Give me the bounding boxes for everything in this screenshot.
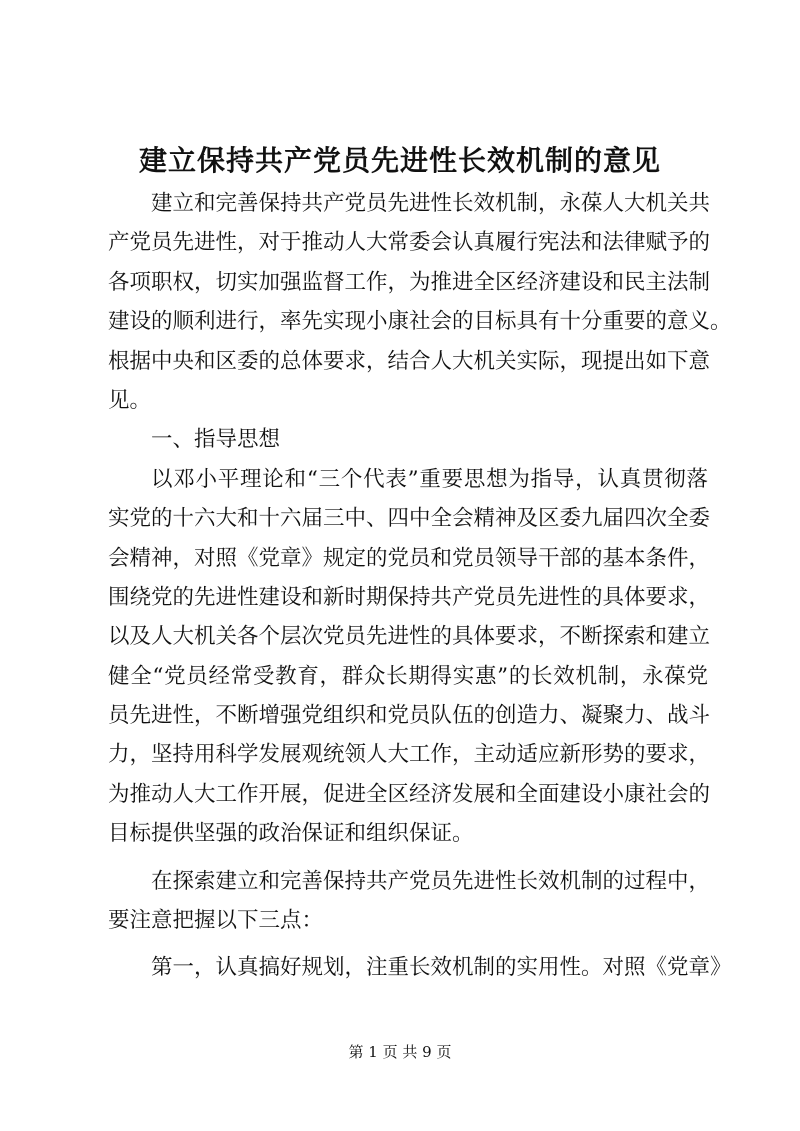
paragraph-gap <box>108 940 708 948</box>
paragraph-line: 产党员先进性，对于推动人大常委会认真履行宪法和法律赋予的 <box>108 230 711 256</box>
document-body <box>108 184 732 988</box>
paragraph-line: 在探索建立和完善保持共产党员先进性长效机制的过程中， <box>151 868 711 894</box>
page-number: 第 1 页 共 9 页 <box>348 1043 452 1061</box>
paragraph-line: 以邓小平理论和“三个代表”重要思想为指导，认真贯彻落 <box>151 466 708 492</box>
paragraph-line: 力，坚持用科学发展观统领人大工作，主动适应新形势的要求， <box>108 742 711 768</box>
paragraph-line: 健全“党员经常受教育，群众长期得实惠”的长效机制，永葆党 <box>108 663 708 689</box>
paragraph-line: 会精神，对照《党章》规定的党员和党员领导干部的基本条件， <box>108 545 711 571</box>
paragraph-line: 第一，认真搞好规划，注重长效机制的实用性。对照《党章》 <box>151 955 732 981</box>
section-heading: 一、指导思想 <box>151 427 281 453</box>
paragraph-line: 围绕党的先进性建设和新时期保持共产党员先进性的具体要求， <box>108 584 711 610</box>
paragraph-line: 实党的十六大和十六届三中、四中全会精神及区委九届四次全委 <box>108 506 711 532</box>
paragraph-line: 见。 <box>108 387 152 413</box>
document-title: 建立保持共产党员先进性长效机制的意见 <box>138 144 661 177</box>
paragraph-line: 根据中央和区委的总体要求，结合人大机关实际，现提出如下意 <box>108 348 711 374</box>
paragraph-line: 以及人大机关各个层次党员先进性的具体要求，不断探索和建立 <box>108 624 711 650</box>
paragraph-line: 要注意把握以下三点： <box>108 908 324 934</box>
paragraph-gap <box>108 854 708 862</box>
paragraph-line: 各项职权，切实加强监督工作，为推进全区经济建设和民主法制 <box>108 269 711 295</box>
paragraph-line: 员先进性，不断增强党组织和党员队伍的创造力、凝聚力、战斗 <box>108 703 711 729</box>
paragraph-line: 建立和完善保持共产党员先进性长效机制，永葆人大机关共 <box>151 191 711 216</box>
paragraph-line: 建设的顺利进行，率先实现小康社会的目标具有十分重要的意义。 <box>108 309 732 335</box>
paragraph-line: 为推动人大工作开展，促进全区经济发展和全面建设小康社会的 <box>108 781 711 807</box>
paragraph-line: 目标提供坚强的政治保证和组织保证。 <box>108 821 474 847</box>
